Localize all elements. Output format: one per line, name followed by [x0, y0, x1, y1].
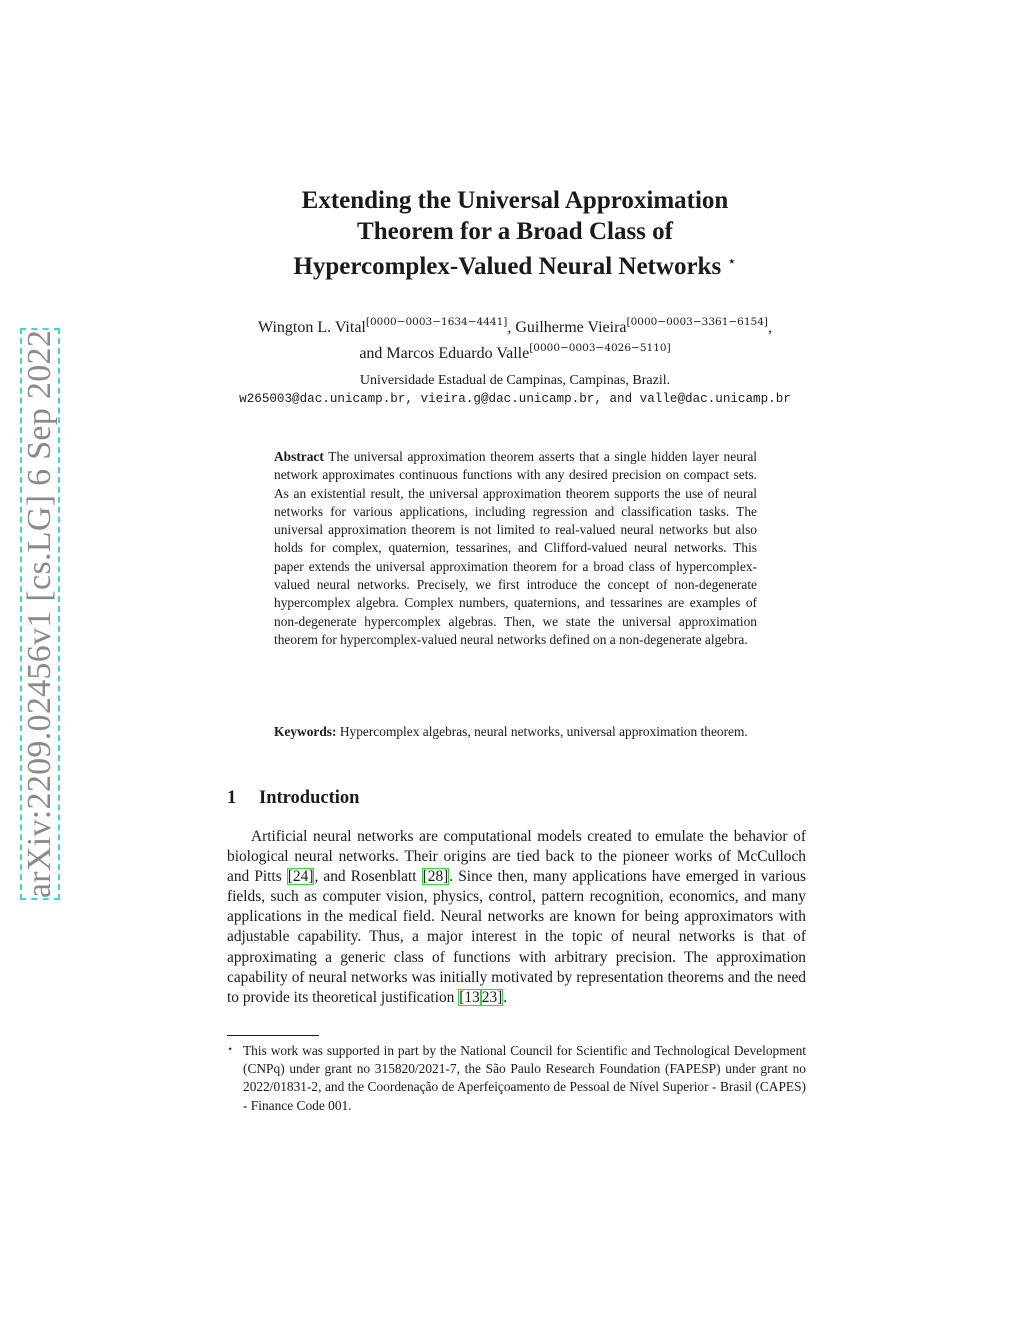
author-separator: , [768, 319, 772, 336]
abstract-label: Abstract [274, 449, 324, 464]
footnote-rule [227, 1035, 319, 1036]
paragraph-text: . Since then, many applications have emerged in various fields, such as computer vision, physics, control, pattern recognition, economics, and many applications in the medical field. Neural networks are known for being approximators with adjustable capability. Thus, a major interest in the topic of neural networks is that of approximating a generic class of functions with arbitrary precision. The approximation capability of neural networks was initially motivated by representation theorems and the need to provide its theoretical justification [227, 868, 807, 1006]
paragraph-text: Artificial neural networks are computational models created to emulate the behavior of biological neural networks. Their origins are tied back to the pioneer works of McCulloch and Pitts [227, 828, 806, 886]
section-number: 1 [227, 788, 237, 808]
orcid-id: [0000−0003−3361−6154] [626, 316, 768, 328]
section-heading [227, 788, 359, 809]
author-separator: , [507, 319, 516, 336]
footnote [227, 1041, 806, 1115]
footnote-mark: ⋆ [227, 1044, 234, 1055]
author-emails: w265003@dac.unicamp.br, vieira.g@dac.unicamp.br, and valle@dac.unicamp.br [239, 392, 791, 406]
title-line: Hypercomplex-Valued Neural Networks [293, 253, 722, 280]
author-name: Guilherme Vieira [515, 319, 627, 336]
paragraph-text: , and Rosenblatt [314, 868, 422, 886]
author-name: Wington L. Vital [258, 319, 366, 336]
keywords [274, 723, 757, 741]
author-name: and Marcos Eduardo Valle [359, 345, 530, 362]
arxiv-stamp [20, 328, 60, 900]
paragraph-text: . [503, 988, 508, 1006]
affiliation-block [160, 371, 870, 409]
title-line: Theorem for a Broad Class of [357, 217, 673, 245]
orcid-id: [0000−0003−4026−5110] [529, 342, 671, 354]
intro-paragraph [227, 827, 806, 1008]
orcid-id: [0000−0003−1634−4441] [365, 316, 508, 328]
arxiv-identifier: arXiv:2209.02456v1 [cs.LG] 6 Sep 2022 [21, 329, 58, 899]
affiliation: Universidade Estadual de Campinas, Campinas, Brazil. [359, 373, 671, 388]
keywords-label: Keywords: [274, 724, 337, 739]
title-footnote-mark: ⋆ [727, 254, 737, 270]
citation-link[interactable]: [24] [287, 868, 314, 886]
keywords-text: Hypercomplex algebras, neural networks, universal approximation theorem. [339, 724, 748, 739]
footnote-text: This work was supported in part by the National Council for Scientific and Technological Development (CNPq) under grant no 315820/2021-7, the São Paulo Research Foundation (FAPESP) under grant no 2022/01831-2, and the Coordenação de Aperfeiçoamento de Pessoal de Nível Superior - Brasil (CAPES) - Finance Code 001. [243, 1043, 806, 1113]
author-list [160, 312, 870, 364]
title-line: Extending the Universal Approximation [301, 187, 729, 214]
abstract-text: The universal approximation theorem asserts that a single hidden layer neural network approximates continuous functions with any desired precision on compact sets. As an existential result, the universal approximation theorem supports the use of neural networks for various applications, including regression and classification tasks. The universal approximation theorem is not limited to real-valued neural networks but also holds for complex, quaternion, tessarines, and Clifford-valued neural networks. This paper extends the universal approximation theorem for a broad class of hypercomplex-valued neural networks. Precisely, we first introduce the concept of non-degenerate hypercomplex algebra. Complex numbers, quaternions, and tessarines are examples of non-degenerate hypercomplex algebras. Then, we state the universal approximation theorem for hypercomplex-valued neural networks defined on a non-degenerate algebra. [274, 449, 758, 647]
section-title: Introduction [259, 788, 360, 808]
citation-link[interactable]: 23] [481, 988, 503, 1006]
paper-title [200, 186, 830, 283]
abstract [274, 448, 757, 649]
citation-link[interactable]: [28] [422, 868, 449, 886]
citation-link[interactable]: [13 [459, 988, 480, 1006]
